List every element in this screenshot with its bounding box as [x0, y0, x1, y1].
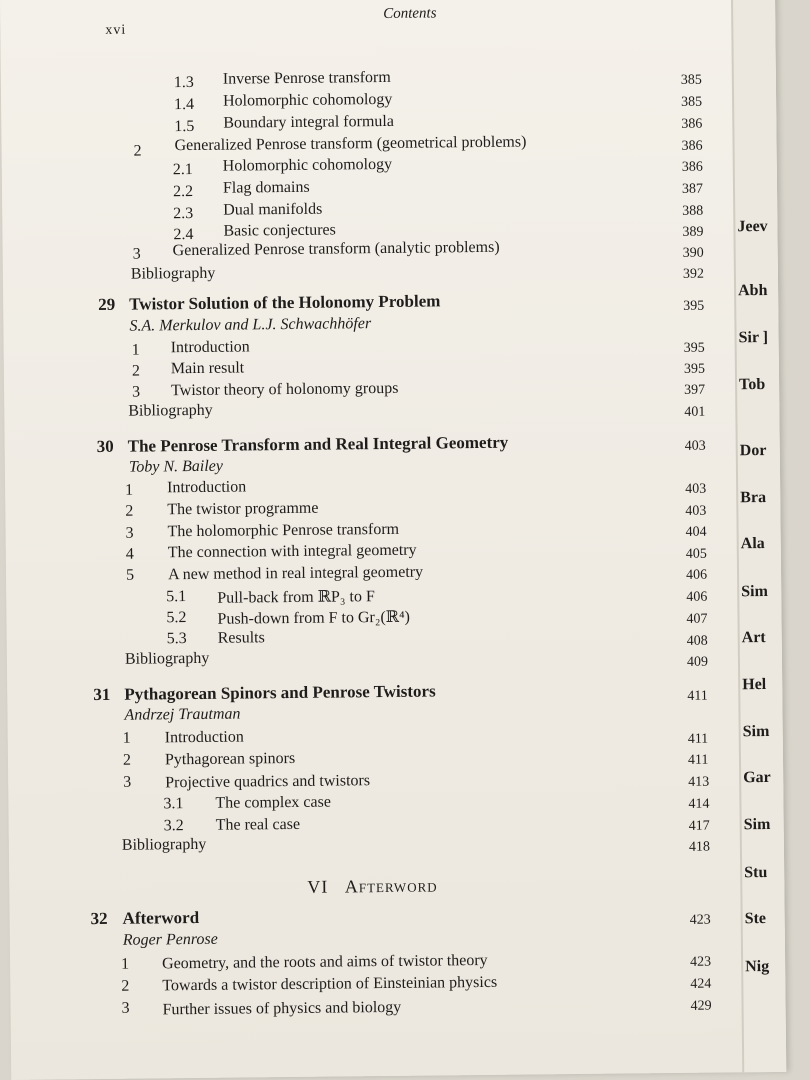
- entry-title: Main result: [170, 359, 245, 378]
- entry-page: 389: [682, 224, 704, 240]
- entry-number: 2.1: [172, 160, 193, 179]
- page-number: xvi: [105, 22, 127, 38]
- entry-number: 3: [121, 999, 130, 1017]
- entry-page: 404: [685, 524, 707, 540]
- entry-number: 3: [132, 245, 141, 263]
- edge-fragment: Stu: [744, 864, 768, 882]
- entry-title: Push-down from F to Gr₂(ℝ⁴): [217, 608, 411, 628]
- entry-title: Towards a twistor description of Einsteinian physics: [162, 973, 498, 995]
- entry-page: 429: [690, 998, 712, 1014]
- entry-title: Holomorphic cohomology: [222, 155, 393, 175]
- entry-title: Introduction: [170, 338, 250, 357]
- bibliography: Bibliography: [121, 835, 207, 854]
- entry-number: 1: [121, 955, 130, 973]
- entry-page: 411: [687, 752, 709, 768]
- entry-title: Generalized Penrose transform (geometrical problems): [174, 133, 527, 155]
- next-page-edge: [731, 0, 786, 1072]
- entry-number: 3: [132, 383, 141, 401]
- entry-page: 385: [681, 94, 703, 110]
- entry-page: 392: [682, 266, 704, 282]
- entry-number: 1: [122, 729, 131, 747]
- entry-page: 411: [687, 688, 708, 704]
- entry-title: Twistor theory of holonomy groups: [171, 379, 399, 400]
- entry-page: 406: [686, 589, 708, 605]
- entry-page: 423: [690, 954, 712, 970]
- entry-number: 2.4: [173, 225, 194, 244]
- entry-number: 5.1: [166, 588, 187, 606]
- edge-fragment: Sim: [742, 722, 770, 741]
- entry-number: 5: [125, 566, 135, 584]
- entry-number: 4: [125, 545, 134, 563]
- entry-number: 5.2: [166, 609, 187, 627]
- entry-number: 2: [125, 502, 134, 520]
- entry-page: 386: [681, 116, 703, 132]
- part-numeral: VI: [307, 876, 329, 897]
- chapter-author: Toby N. Bailey: [128, 457, 224, 476]
- entry-title: Geometry, and the roots and aims of twistor theory: [162, 951, 488, 973]
- entry-page: 395: [683, 361, 705, 377]
- entry-page: 418: [688, 839, 710, 855]
- entry-title: Inverse Penrose transform: [222, 68, 391, 88]
- entry-page: 417: [688, 818, 710, 834]
- entry-number: 1.4: [174, 95, 195, 114]
- edge-fragment: Tob: [738, 376, 766, 394]
- edge-fragment: Ala: [740, 535, 765, 553]
- entry-number: 1.5: [174, 117, 195, 136]
- entry-page: 408: [686, 633, 708, 649]
- entry-number: 3.1: [163, 795, 184, 813]
- entry-number: 1: [131, 341, 140, 359]
- entry-number: 2: [121, 977, 130, 995]
- entry-number: 2.2: [172, 182, 194, 201]
- chapter-author: Andrzej Trautman: [124, 705, 241, 724]
- chapter-number: 32: [90, 908, 108, 929]
- entry-number: 1.3: [173, 73, 194, 92]
- edge-fragment: Ste: [744, 910, 767, 928]
- edge-fragment: Sir ]: [738, 328, 769, 347]
- entry-title: Introduction: [164, 728, 244, 747]
- entry-title: A new method in real integral geometry: [167, 563, 424, 584]
- entry-number: 2: [131, 362, 140, 380]
- entry-page: 411: [687, 731, 709, 747]
- chapter-number: 30: [96, 436, 114, 457]
- bibliography: Bibliography: [128, 401, 213, 420]
- chapter-number: 29: [98, 294, 116, 314]
- entry-title: Introduction: [167, 478, 247, 497]
- edge-fragment: Bra: [740, 489, 767, 507]
- entry-number: 2: [122, 751, 132, 769]
- entry-page: 407: [686, 611, 708, 627]
- edge-fragment: Sim: [743, 815, 771, 834]
- chapter-title: Twistor Solution of the Holonomy Problem: [129, 291, 441, 314]
- entry-title: Generalized Penrose transform (analytic problems): [172, 238, 500, 260]
- chapter-title: The Penrose Transform and Real Integral Geometry: [127, 432, 509, 456]
- entry-page: 397: [684, 382, 706, 398]
- entry-page: 424: [690, 976, 712, 992]
- entry-title: Pull-back from ℝP₃ to F: [217, 588, 375, 607]
- entry-number: 3.2: [163, 817, 184, 835]
- entry-number: 5.3: [166, 630, 187, 648]
- entry-page: 403: [684, 438, 706, 454]
- edge-fragment: Hel: [742, 676, 767, 694]
- entry-page: 414: [688, 796, 710, 812]
- entry-page: 409: [686, 654, 709, 670]
- entry-number: 2: [133, 142, 142, 160]
- edge-fragment: Gar: [743, 768, 771, 787]
- entry-number: 2.3: [173, 204, 194, 223]
- entry-number: 3: [125, 524, 134, 542]
- entry-title: Holomorphic cohomology: [222, 90, 393, 110]
- part-title: Afterword: [344, 875, 438, 897]
- entry-title: Basic conjectures: [223, 221, 336, 240]
- entry-page: 403: [685, 481, 707, 497]
- running-head: Contents: [383, 5, 437, 22]
- entry-page: 406: [685, 567, 708, 583]
- entry-title: Results: [217, 629, 265, 647]
- entry-title: The complex case: [215, 793, 332, 812]
- entry-title: Boundary integral formula: [223, 112, 395, 132]
- entry-page: 413: [688, 774, 710, 790]
- edge-fragment: Nig: [745, 957, 770, 976]
- entry-number: 3: [123, 773, 132, 791]
- entry-page: 390: [682, 245, 704, 261]
- bibliography: Bibliography: [130, 264, 216, 283]
- edge-fragment: Dor: [739, 441, 767, 460]
- entry-page: 405: [685, 546, 707, 562]
- entry-page: 395: [683, 298, 705, 314]
- entry-page: 395: [683, 340, 705, 356]
- chapter-author: Roger Penrose: [122, 930, 218, 949]
- chapter-title: Pythagorean Spinors and Penrose Twistors: [124, 681, 436, 704]
- entry-title: Flag domains: [222, 178, 310, 197]
- entry-page: 423: [689, 912, 711, 928]
- entry-title: The twistor programme: [167, 499, 319, 519]
- part-heading: [307, 875, 438, 897]
- entry-title: Dual manifolds: [223, 200, 323, 219]
- chapter-title: Afterword: [122, 907, 200, 928]
- entry-page: 401: [684, 404, 706, 420]
- entry-number: 1: [125, 481, 134, 499]
- chapter-number: 31: [93, 684, 111, 705]
- bibliography: Bibliography: [124, 649, 210, 668]
- entry-title: The holomorphic Penrose transform: [167, 520, 400, 541]
- edge-fragment: Abh: [737, 281, 768, 300]
- chapter-author: S.A. Merkulov and L.J. Schwachhöfer: [129, 315, 372, 335]
- edge-fragment: Art: [741, 629, 766, 647]
- entry-page: 386: [681, 138, 703, 154]
- entry-title: The real case: [215, 815, 301, 834]
- entry-page: 385: [680, 72, 702, 88]
- entry-page: 403: [685, 503, 707, 519]
- edge-fragment: Sim: [741, 582, 768, 601]
- entry-page: 388: [682, 203, 704, 219]
- entry-title: Further issues of physics and biology: [162, 998, 402, 1019]
- entry-page: 386: [681, 159, 703, 175]
- entry-title: Pythagorean spinors: [164, 749, 296, 769]
- entry-page: 387: [681, 181, 704, 197]
- edge-fragment: Jeev: [737, 217, 768, 236]
- entry-title: The connection with integral geometry: [167, 541, 417, 562]
- entry-title: Projective quadrics and twistors: [165, 772, 371, 792]
